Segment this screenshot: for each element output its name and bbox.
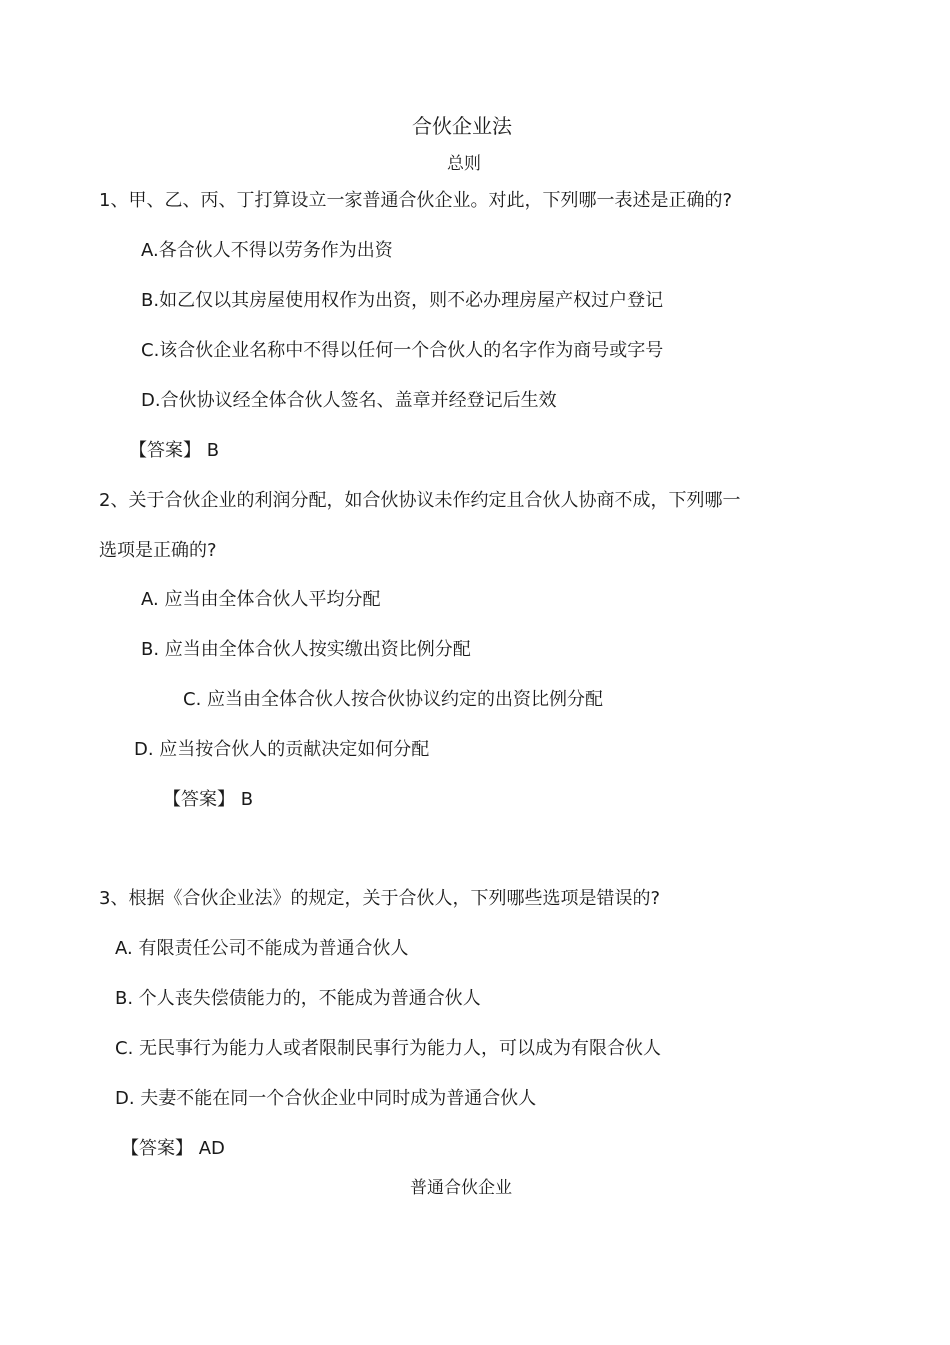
question-2-answer: 【答案】 B — [163, 789, 254, 810]
question-3-option-a: A. 有限责任公司不能成为普通合伙人 — [115, 938, 409, 959]
question-2-option-c: C. 应当由全体合伙人按合伙协议约定的出资比例分配 — [183, 689, 604, 710]
question-2-option-d: D. 应当按合伙人的贡献决定如何分配 — [134, 739, 430, 760]
question-1-option-a: A.各合伙人不得以劳务作为出资 — [141, 240, 393, 261]
question-3-option-d: D. 夫妻不能在同一个合伙企业中同时成为普通合伙人 — [115, 1088, 537, 1109]
question-2-stem-line-2: 选项是正确的? — [99, 540, 217, 561]
section-heading-general: 总则 — [447, 154, 481, 174]
question-3-stem: 3、根据《合伙企业法》的规定，关于合伙人，下列哪些选项是错误的? — [99, 888, 661, 909]
question-3-option-b: B. 个人丧失偿债能力的，不能成为普通合伙人 — [115, 988, 481, 1009]
question-1-answer: 【答案】 B — [129, 440, 220, 461]
question-3-answer: 【答案】 AD — [121, 1138, 225, 1159]
question-1-stem: 1、甲、乙、丙、丁打算设立一家普通合伙企业。对此，下列哪一表述是正确的? — [99, 190, 733, 211]
question-2-option-a: A. 应当由全体合伙人平均分配 — [141, 589, 381, 610]
document-title: 合伙企业法 — [412, 114, 512, 138]
section-heading-general-partnership: 普通合伙企业 — [410, 1178, 512, 1198]
question-1-option-c: C.该合伙企业名称中不得以任何一个合伙人的名字作为商号或字号 — [141, 340, 664, 361]
question-1-option-d: D.合伙协议经全体合伙人签名、盖章并经登记后生效 — [141, 390, 557, 411]
question-2-option-b: B. 应当由全体合伙人按实缴出资比例分配 — [141, 639, 471, 660]
question-2-stem-line-1: 2、关于合伙企业的利润分配，如合伙协议未作约定且合伙人协商不成，下列哪一 — [99, 490, 741, 511]
question-1-option-b: B.如乙仅以其房屋使用权作为出资，则不必办理房屋产权过户登记 — [141, 290, 664, 311]
question-3-option-c: C. 无民事行为能力人或者限制民事行为能力人，可以成为有限合伙人 — [115, 1038, 662, 1059]
